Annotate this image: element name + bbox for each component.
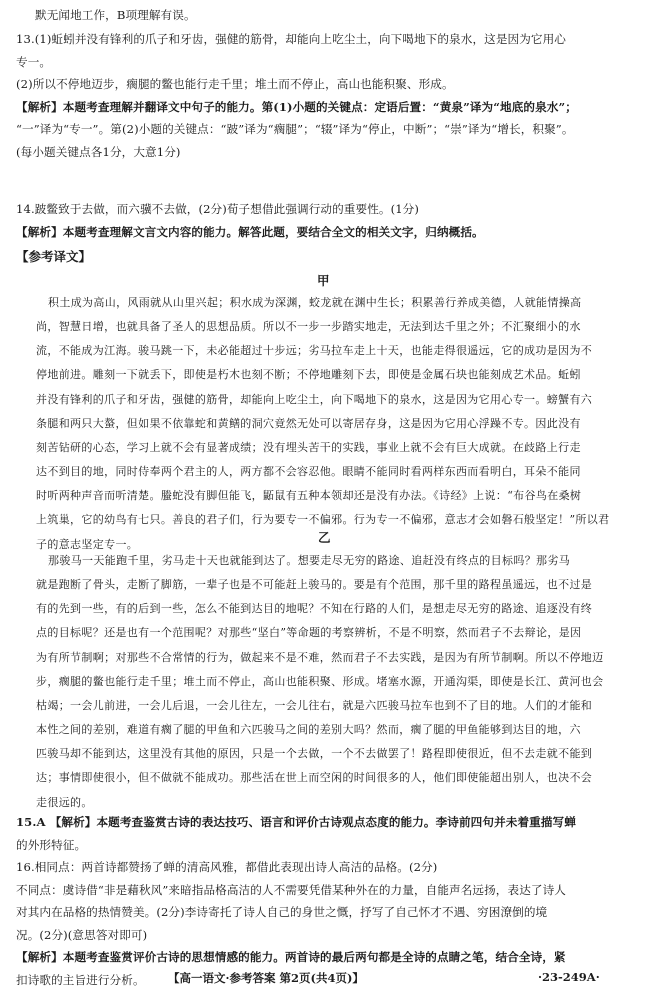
text-line: 默无闻地工作，B项理解有误。 [35,8,196,22]
text-line: 停地前进。雕刻一下就丢下，即使是朽木也刻不断；不停地雕刻下去，即使是金属石块也能刻成艺术品。蚯蚓 [36,368,581,382]
text-line: 时听两种声音而听清楚。螣蛇没有脚但能飞，鼫鼠有五种本领却还是没有办法。《诗经》上说：“布谷鸟在桑树 [36,489,582,503]
text-line: 匹骏马却不能到达，这里没有其他的原因，只是一个去做，一个不去做罢了！路程即使很近，但不去走就不能到 [36,747,593,761]
text-line: 13.(1)蚯蚓并没有锋利的爪子和牙齿，强健的筋骨，却能向上吃尘土，向下喝地下的泉水，这是因为它用心 [16,32,566,46]
analysis-line: 【解析】本题考查理解并翻译文中句子的能力。第(1)小题的关键点：定语后置：“黄泉”译为“地底的泉水”； [16,99,577,114]
text-line: 子的意志坚定专一。 [36,537,139,551]
text-line: 达不到目的地，同时侍奉两个君主的人，两方都不会容忍他。眼睛不能同时看两样东西而看明白，耳朵不能同 [36,465,581,479]
question-14 [16,198,484,243]
text-line: 点的目标呢？还是也有一个范围呢？对那些“坚白”等命题的考察辨析，不是不明察，然而君子不去辩论，是因 [36,626,582,640]
text-line: 步，瘸腿的鳖也能行走千里；堆土而不停止，高山也能积聚、形成。堵塞水源，开通沟渠，即使是长江、黄河也会 [36,674,604,688]
text-line: 达；事情即使很小，但不做就不能成功。那些活在世上而空闲的时间很多的人，他们即使能超出别人，也决不会 [36,771,593,785]
text-line: 那骏马一天能跑千里，劣马走十天也就能到达了。想要走尽无穷的路途、追赶没有终点的目标吗？那劣马 [48,554,571,567]
text-line: 本性之间的差别，难道有瘸了腿的甲鱼和六匹骏马之间的差别大吗？然而，瘸了腿的甲鱼能够到达目的地，六 [36,723,581,737]
passage-yi [36,549,604,815]
passage-jia [36,291,609,557]
footer-exam-code: ·23-249A· [538,970,600,984]
passage-jia-heading: 甲 [317,273,330,288]
page-footer [0,970,653,988]
text-line: 积土成为高山，风雨就从山里兴起；积水成为深渊，蛟龙就在渊中生长；积累善行养成美德，人就能情操高 [48,296,582,309]
question-13 [16,28,577,163]
text-line: 况。(2分)(意思答对即可) [16,927,148,942]
text-line: 专一。 [16,54,52,69]
text-line: 16.相同点：两首诗都赞扬了蝉的清高风雅，都借此表现出诗人高洁的品格。(2分) [16,860,438,874]
text-line: 14.跛鳖致于去做，而六骥不去做，(2分)荀子想借此强调行动的重要性。(1分) [16,202,419,216]
footer-page-info: 【高一语文·参考答案 第2页(共4页)】 [168,971,364,985]
text-line: 对其内在品格的热情赞美。(2分)李诗寄托了诗人自己的身世之慨，抒写了自己怀才不遇、穷困潦倒的境 [16,905,548,919]
reference-translation-heading: 【参考译文】 [16,249,92,264]
question-15 [16,811,576,856]
passage-yi-heading: 乙 [318,530,331,545]
text-line: 不同点：虞诗借“非是藉秋风”来暗指品格高洁的人不需要凭借某种外在的力量，自能声名远扬，表达了诗人 [16,882,566,897]
text-line: “一”译为“专一”。第(2)小题的关键点：“跛”译为“瘸腿”；“辍”译为“停止，中断”；“崇”译为“增长，积聚”。 [16,122,574,136]
text-line: 扣诗歌的主旨进行分析。 [16,972,145,987]
text-line: 为有所节制啊；对那些不合常情的行为，做起来不是不难，然而君子不去实践，是因为有所节制啊。所以不停地迈 [36,650,604,664]
top-line [35,4,196,27]
text-line: 就是跑断了骨头，走断了脚筋，一辈子也是不可能赶上骏马的。要是有个范围，那千里的路程虽遥远，也不过是 [36,578,593,592]
text-line: 刻苦钻研的心态，学习上就不会有显著成绩；没有埋头苦干的实践，事业上就不会有巨大成就。在歧路上行走 [36,440,581,454]
text-line: 有的先到一些，有的后到一些，怎么不能到达目的地呢？不知在行路的人们，是想走尽无穷的路途、追逐没有终 [36,602,593,616]
text-line: 的外形特征。 [16,837,87,852]
analysis-line: 15.A 【解析】本题考查鉴赏古诗的表达技巧、语言和评价古诗观点态度的能力。李诗前四句并未着重描写蝉 [16,815,576,829]
text-line: (每小题关键点各1分，大意1分) [16,144,181,159]
text-line: 枯竭；一会儿前进，一会儿后退，一会儿往左，一会儿往右，就是六匹骏马拉车也到不了目的地。人们的才能和 [36,698,593,712]
text-line: 条腿和两只大螯，但如果不依靠蛇和黄鳝的洞穴竟然无处可以寄居存身，这是因为它用心浮躁不专。因此没有 [36,416,581,430]
analysis-line: 【解析】本题考查理解文言文内容的能力。解答此题，要结合全文的相关文字，归纳概括。 [16,224,484,239]
text-line: 上筑巢，它的幼鸟有七只。善良的君子们，行为要专一不偏邪。行为专一不偏邪，意志才会如磐石般坚定！”所以君 [36,513,610,527]
analysis-line: 【解析】本题考查鉴赏评价古诗的思想情感的能力。两首诗的最后两句都是全诗的点睛之笔，结合全诗，紧 [16,950,566,964]
text-line: (2)所以不停地迈步，瘸腿的鳖也能行走千里；堆土而不停止，高山也能积聚、形成。 [16,77,454,91]
text-line: 并没有锋利的爪子和牙齿，强健的筋骨，却能向上吃尘土，向下喝地下的泉水，这是因为它用心专一。螃蟹有六 [36,392,593,406]
text-line: 尚，智慧日增，也就具备了圣人的思想品质。所以不一步一步踏实地走，无法到达千里之外；不汇聚细小的水 [36,320,581,334]
text-line: 走很远的。 [36,795,93,809]
text-line: 流，不能成为江海。骏马跳一下，未必能超过十步远；劣马拉车走上十天，也能走得很遥远，它的成功是因为不 [36,344,593,358]
